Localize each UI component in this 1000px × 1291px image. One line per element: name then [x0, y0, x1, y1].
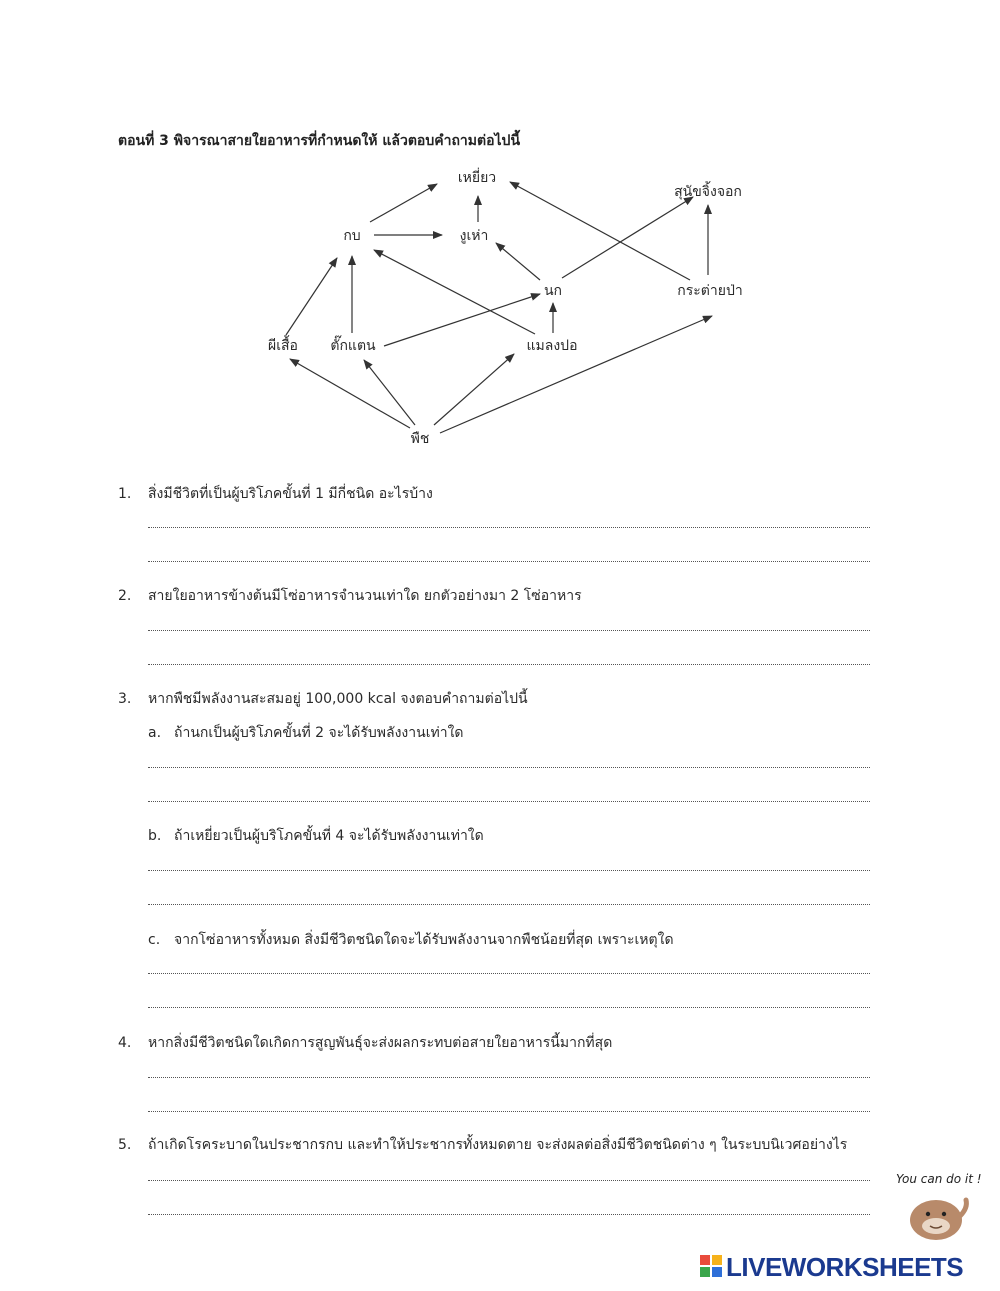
- section-title: ตอนที่ 3 พิจารณาสายใยอาหารที่กำหนดให้ แล้วตอบคำถามต่อไปนี้: [118, 133, 521, 149]
- node-fox: สุนัขจิ้งจอก: [674, 184, 742, 200]
- answer-line-1b[interactable]: [148, 561, 870, 562]
- answer-line-4b[interactable]: [148, 1111, 870, 1112]
- answer-line-3b-2[interactable]: [148, 904, 870, 905]
- node-plant: พืช: [410, 431, 430, 447]
- question-5: [118, 1134, 847, 1156]
- arrow-rabbit-hawk: [510, 182, 690, 280]
- question-3b: [148, 825, 484, 847]
- sub-text: ถ้านกเป็นผู้บริโภคขั้นที่ 2 จะได้รับพลังงานเท่าใด: [174, 725, 464, 741]
- arrow-bird-snake: [496, 243, 540, 280]
- answer-line-5a[interactable]: [148, 1180, 870, 1181]
- question-3a: [148, 722, 464, 744]
- arrow-plant-insect: [434, 354, 514, 425]
- question-text: ถ้าเกิดโรคระบาดในประชากรกบ และทำให้ประชากรทั้งหมดตาย จะส่งผลต่อสิ่งมีชีวิตชนิดต่าง ๆ ในระบบนิเวศอย่างไร: [148, 1137, 848, 1153]
- sub-label: a.: [148, 725, 162, 741]
- answer-line-4a[interactable]: [148, 1077, 870, 1078]
- liveworksheets-logo: [700, 1252, 963, 1282]
- answer-line-2a[interactable]: [148, 630, 870, 631]
- question-number: 1.: [118, 486, 132, 502]
- arrow-insect-frog: [374, 250, 535, 334]
- question-3c: [148, 929, 674, 951]
- question-text: หากสิ่งมีชีวิตชนิดใดเกิดการสูญพันธุ์จะส่งผลกระทบต่อสายใยอาหารนี้มากที่สุด: [148, 1035, 613, 1051]
- question-2: [118, 585, 582, 607]
- arrow-butterfly-frog: [286, 258, 337, 335]
- sub-label: b.: [148, 828, 162, 844]
- logo-blocks-icon: [700, 1255, 722, 1279]
- node-insect: แมลงปอ: [526, 338, 578, 354]
- answer-line-3a-2[interactable]: [148, 801, 870, 802]
- question-number: 4.: [118, 1035, 132, 1051]
- arrow-plant-rabbit: [440, 316, 712, 433]
- brand-text: LIVEWORKSHEETS: [726, 1251, 964, 1282]
- answer-line-3c-1[interactable]: [148, 973, 870, 974]
- mascot-icon: [900, 1186, 980, 1244]
- question-number: 3.: [118, 691, 132, 707]
- answer-line-1a[interactable]: [148, 527, 870, 528]
- question-1: [118, 483, 433, 505]
- arrow-frog-hawk: [370, 184, 437, 222]
- node-snake: งูเห่า: [459, 228, 489, 244]
- question-4: [118, 1032, 612, 1054]
- arrow-bird-fox: [562, 197, 693, 278]
- question-3: [118, 688, 528, 710]
- question-number: 5.: [118, 1137, 132, 1153]
- arrow-plant-grasshopper: [364, 360, 415, 425]
- answer-line-3c-2[interactable]: [148, 1007, 870, 1008]
- node-bird: นก: [543, 283, 563, 299]
- sub-text: ถ้าเหยี่ยวเป็นผู้บริโภคขั้นที่ 4 จะได้รับพลังงานเท่าใด: [174, 828, 484, 844]
- answer-line-3a-1[interactable]: [148, 767, 870, 768]
- question-text: หากพืชมีพลังงานสะสมอยู่ 100,000 kcal จงตอบคำถามต่อไปนี้: [148, 691, 528, 707]
- badge-text: You can do it !: [896, 1172, 982, 1186]
- arrow-plant-butterfly: [290, 359, 410, 428]
- node-hawk: เหยี่ยว: [457, 170, 497, 186]
- arrow-grasshopper-bird: [384, 294, 540, 346]
- answer-line-3b-1[interactable]: [148, 870, 870, 871]
- sub-text: จากโซ่อาหารทั้งหมด สิ่งมีชีวิตชนิดใดจะได้รับพลังงานจากพืชน้อยที่สุด เพราะเหตุใด: [174, 932, 674, 948]
- question-text: สิ่งมีชีวิตที่เป็นผู้บริโภคขั้นที่ 1 มีกี่ชนิด อะไรบ้าง: [148, 486, 433, 502]
- node-butterfly: ผีเสื้อ: [268, 338, 298, 354]
- node-rabbit: กระต่ายป่า: [677, 283, 743, 299]
- food-web-diagram: [0, 0, 1000, 460]
- answer-line-5b[interactable]: [148, 1214, 870, 1215]
- question-text: สายใยอาหารข้างต้นมีโซ่อาหารจำนวนเท่าใด ยกตัวอย่างมา 2 โซ่อาหาร: [148, 588, 582, 604]
- node-frog: กบ: [343, 228, 361, 244]
- node-grasshopper: ตั๊กแตน: [330, 338, 376, 354]
- answer-line-2b[interactable]: [148, 664, 870, 665]
- sub-label: c.: [148, 932, 161, 948]
- food-web-arrows: [286, 182, 712, 433]
- question-number: 2.: [118, 588, 132, 604]
